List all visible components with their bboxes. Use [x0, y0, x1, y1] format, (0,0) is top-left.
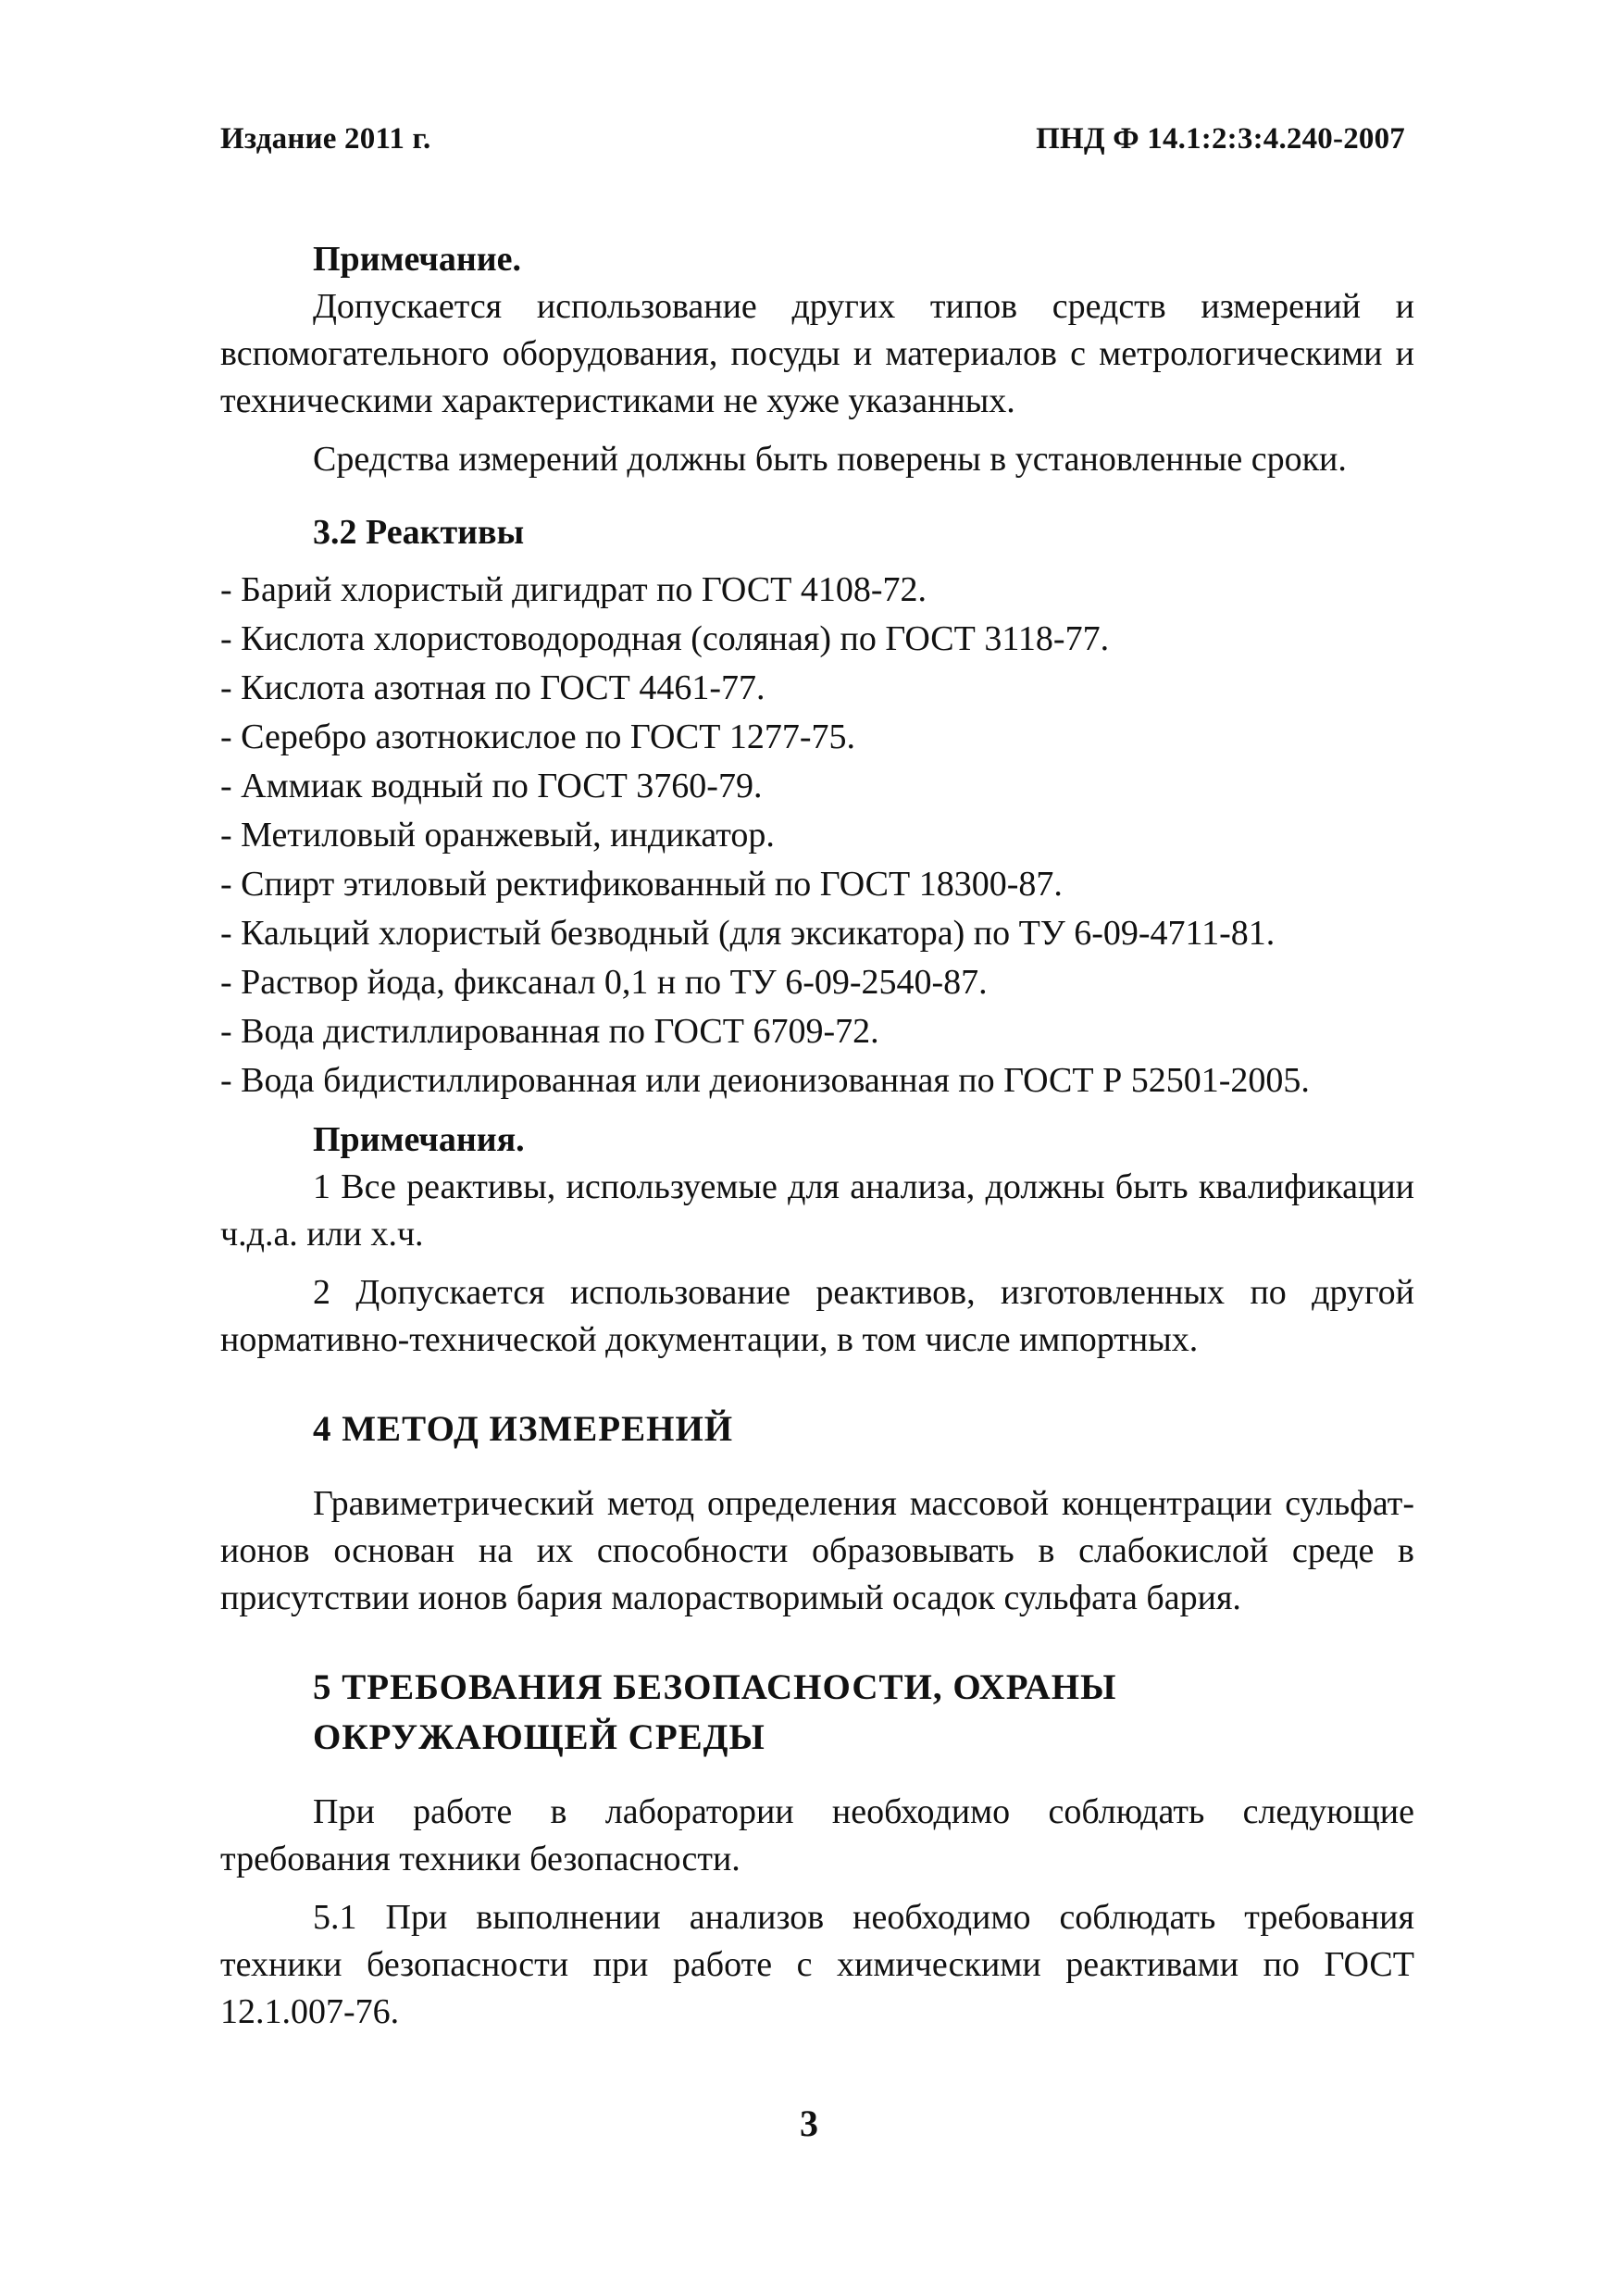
notes-title: Примечания.	[313, 1120, 525, 1159]
list-item: - Вода бидистиллированная или деионизованная по ГОСТ Р 52501-2005.	[220, 1061, 1310, 1100]
list-item: - Кальций хлористый безводный (для эксикатора) по ТУ 6-09-4711-81.	[220, 914, 1276, 953]
note-title: Примечание.	[313, 240, 521, 279]
safety-paragraph: При работе в лаборатории необходимо соблюдать следующие требования техники безопасности.	[220, 1792, 1414, 1878]
note-paragraph: Допускается использование других типов средств измерений и вспомогательного оборудования, посуды и материалов с метрологическими и техническими характеристиками не хуже указанных.	[220, 287, 1414, 420]
section-heading-safety	[220, 1663, 1414, 1763]
list-item: - Вода дистиллированная по ГОСТ 6709-72.	[220, 1012, 879, 1051]
method-paragraph: Гравиметрический метод определения массовой концентрации сульфат-ионов основан на их способности образовывать в слабокислой среде в присутствии ионов бария малорастворимый осадок сульфата бария.	[220, 1484, 1414, 1617]
list-item: - Метиловый оранжевый, индикатор.	[220, 816, 775, 855]
section-heading-line: 5 ТРЕБОВАНИЯ БЕЗОПАСНОСТИ, ОХРАНЫ	[313, 1667, 1117, 1707]
list-item: - Аммиак водный по ГОСТ 3760-79.	[220, 767, 763, 805]
section-heading-line: ОКРУЖАЮЩЕЙ СРЕДЫ	[313, 1717, 765, 1757]
note-paragraph: 1 Все реактивы, используемые для анализа, должны быть квалификации ч.д.а. или х.ч.	[220, 1167, 1414, 1254]
page-number: 3	[800, 2103, 818, 2144]
note-paragraph: 2 Допускается использование реактивов, изготовленных по другой нормативно-технической документации, в том числе импортных.	[220, 1273, 1414, 1359]
reagents-list	[220, 566, 1414, 1105]
list-item: - Серебро азотнокислое по ГОСТ 1277-75.	[220, 718, 856, 756]
document-code: ПНД Ф 14.1:2:3:4.240-2007	[1036, 122, 1405, 156]
list-item: - Спирт этиловый ректификованный по ГОСТ 18300-87.	[220, 865, 1063, 904]
list-item: - Барий хлористый дигидрат по ГОСТ 4108-72.	[220, 570, 927, 609]
note-paragraph: Средства измерений должны быть поверены в установленные сроки.	[313, 440, 1347, 479]
section-heading-method: 4 МЕТОД ИЗМЕРЕНИЙ	[313, 1409, 734, 1449]
list-item: - Кислота хлористоводородная (соляная) по ГОСТ 3118-77.	[220, 619, 1110, 658]
list-item: - Раствор йода, фиксанал 0,1 н по ТУ 6-09-2540-87.	[220, 963, 988, 1002]
safety-paragraph: 5.1 При выполнении анализов необходимо соблюдать требования техники безопасности при работе с химическими реактивами по ГОСТ 12.1.007-76.	[220, 1898, 1414, 2031]
list-item: - Кислота азотная по ГОСТ 4461-77.	[220, 668, 765, 707]
section-heading-reagents: 3.2 Реактивы	[313, 513, 525, 552]
page-content	[220, 236, 1414, 2036]
edition-label: Издание 2011 г.	[220, 122, 431, 156]
